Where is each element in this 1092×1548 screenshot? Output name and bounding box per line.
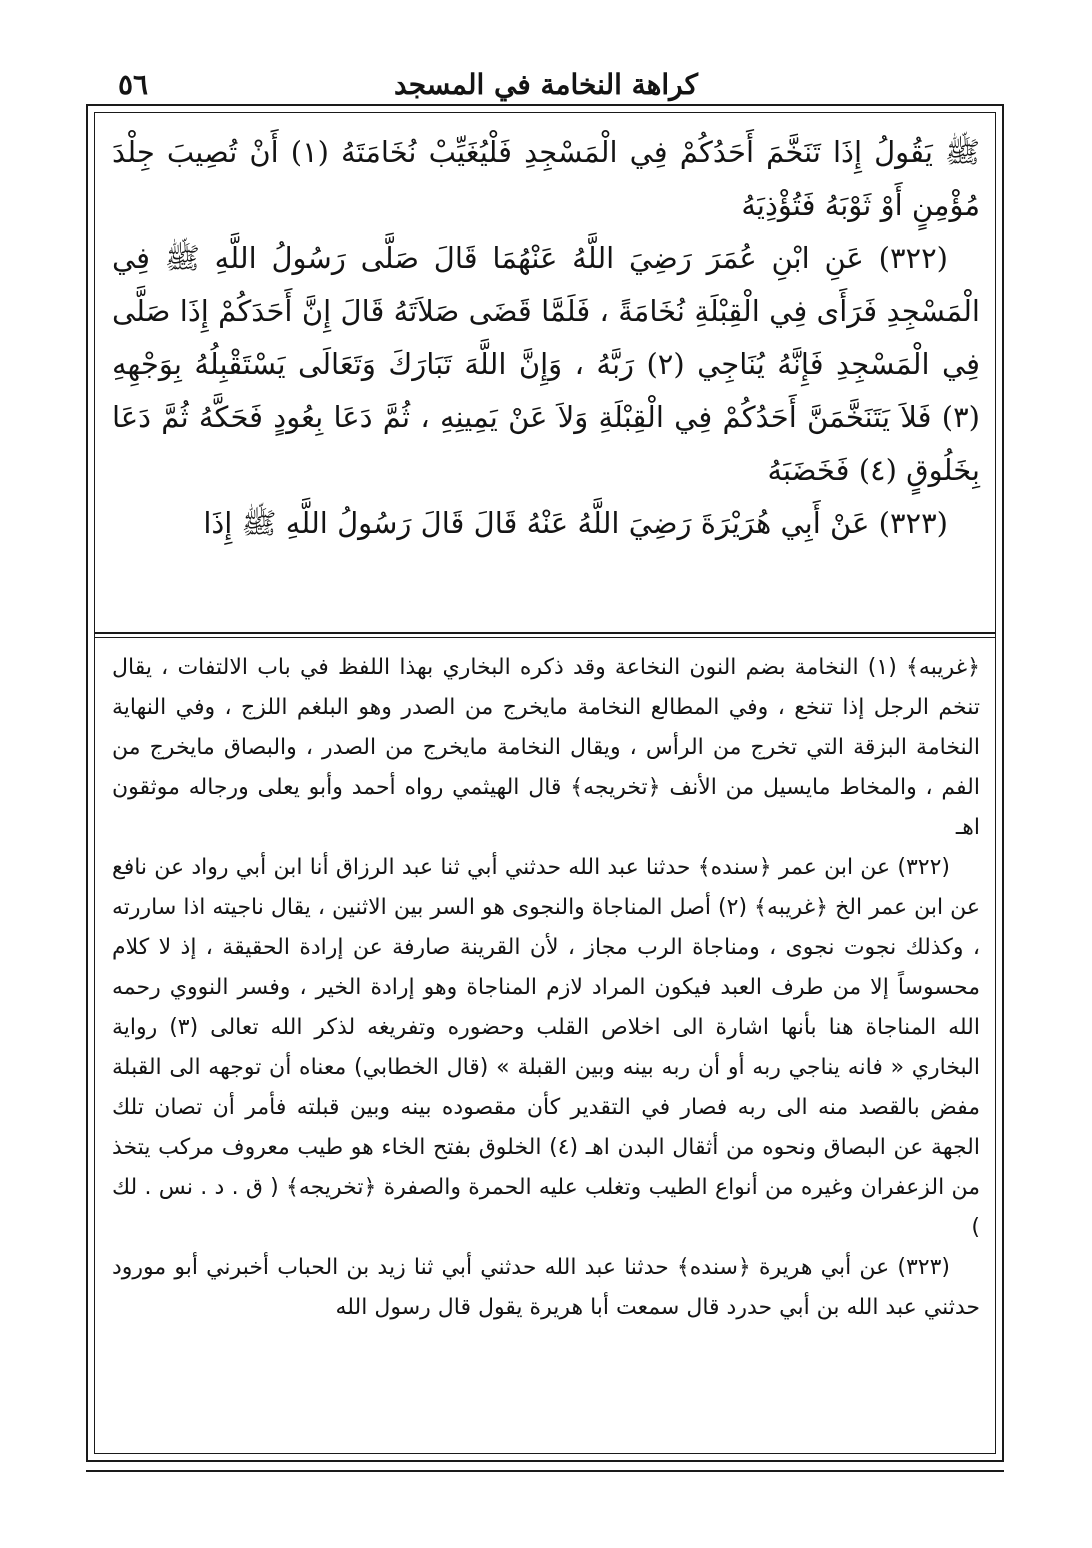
note-hadith-323: (٣٢٣) عن أبي هريرة ﴿سنده﴾ حدثنا عبد الله حدثني أبي ثنا زيد بن الحباب أخبرني أبو مورود حدثني عبد الله بن أبي حدرد قال سمعت أبا هريرة يقول قال رسول الله	[112, 1255, 980, 1320]
hadith-text	[112, 126, 980, 621]
bottom-rule	[86, 1470, 1004, 1472]
commentary-notes	[112, 648, 980, 1448]
chapter-title: كراهة النخامة في المسجد	[394, 68, 698, 101]
running-header	[96, 62, 996, 106]
note-hadith-321: ﴿غريبه﴾ (١) النخامة بضم النون النخاعة وقد ذكره البخاري بهذا اللفظ في باب الالتفات ، يقال تنخم الرجل إذا تنخع ، وفي المطالع النخامة مايخرج من الصدر وهو البلغم اللزج ، وفي النهاية النخامة البزقة التي تخرج من الرأس ، ويقال النخامة مايخرج من الصدر ، والبصاق مايخرج من الفم ، والمخاط مايسيل من الأنف ﴿تخريجه﴾ قال الهيثمي رواه أحمد وأبو يعلى ورجاله موثقون اهـ	[112, 655, 981, 840]
hadith-continuation: ﷺ يَقُولُ إِذَا تَنَخَّمَ أَحَدُكُمْ فِي الْمَسْجِدِ فَلْيُغَيِّبْ نُخَامَتَهُ (١) أَنْ تُصِيبَ جِلْدَ مُؤْمِنٍ أَوْ ثَوْبَهُ فَتُؤْذِيَهُ	[112, 135, 980, 222]
section-divider	[94, 632, 996, 638]
note-hadith-322: (٣٢٢) عن ابن عمر ﴿سنده﴾ حدثنا عبد الله حدثني أبي ثنا عبد الرزاق أنا ابن أبي رواد عن نافع عن ابن عمر الخ ﴿غريبه﴾ (٢) أصل المناجاة والنجوى هو السر بين الاثنين ، يقال ناجيته اذا ساررته ، وكذلك نجوت نجوى ، ومناجاة الرب مجاز ، لأن القرينة صارفة عن إرادة الحقيقة ، إذ لا كلام محسوساً إلا من طرف العبد فيكون المراد لازم المناجاة وهو إرادة الخير ، وفسر النووي رحمه الله المناجاة هنا بأنها اشارة الى اخلاص القلب وحضوره وتفريغه لذكر الله تعالى (٣) رواية البخاري « فانه يناجي ربه أو أن ربه بينه وبين القبلة » (قال الخطابي) معناه أن توجهه الى القبلة مفض بالقصد منه الى ربه فصار في التقدير كأن مقصوده بينه وبين قبلته فأمر أن تصان تلك الجهة عن البصاق ونحوه من أثقال البدن اهـ (٤) الخلوق بفتح الخاء هو طيب معروف مركب يتخذ من الزعفران وغيره من أنواع الطيب وتغلب عليه الحمرة والصفرة ﴿تخريجه﴾ ( ق . د . نس . لك )	[112, 855, 981, 1240]
page-number: ٥٦	[118, 68, 149, 101]
hadith-322: (٣٢٢) عَنِ ابْنِ عُمَرَ رَضِيَ اللَّهُ عَنْهُمَا قَالَ صَلَّى رَسُولُ اللَّهِ ﷺ فِي الْمَسْجِدِ فَرَأَى فِي الْقِبْلَةِ نُخَامَةً ، فَلَمَّا قَضَى صَلاَتَهُ قَالَ إِنَّ أَحَدَكُمْ إِذَا صَلَّى فِي الْمَسْجِدِ فَإِنَّهُ يُنَاجِي (٢) رَبَّهُ ، وَإِنَّ اللَّهَ تَبَارَكَ وَتَعَالَى يَسْتَقْبِلُهُ بِوَجْهِهِ (٣) فَلاَ يَتَنَخَّمَنَّ أَحَدُكُمْ فِي الْقِبْلَةِ وَلاَ عَنْ يَمِينِهِ ، ثُمَّ دَعَا بِعُودٍ فَحَكَّهُ ثُمَّ دَعَا بِخَلُوقٍ (٤) فَخَضَبَهُ	[112, 241, 980, 487]
hadith-323: (٣٢٣) عَنْ أَبِي هُرَيْرَةَ رَضِيَ اللَّهُ عَنْهُ قَالَ قَالَ رَسُولُ اللَّهِ ﷺ إِذَا	[203, 506, 948, 540]
